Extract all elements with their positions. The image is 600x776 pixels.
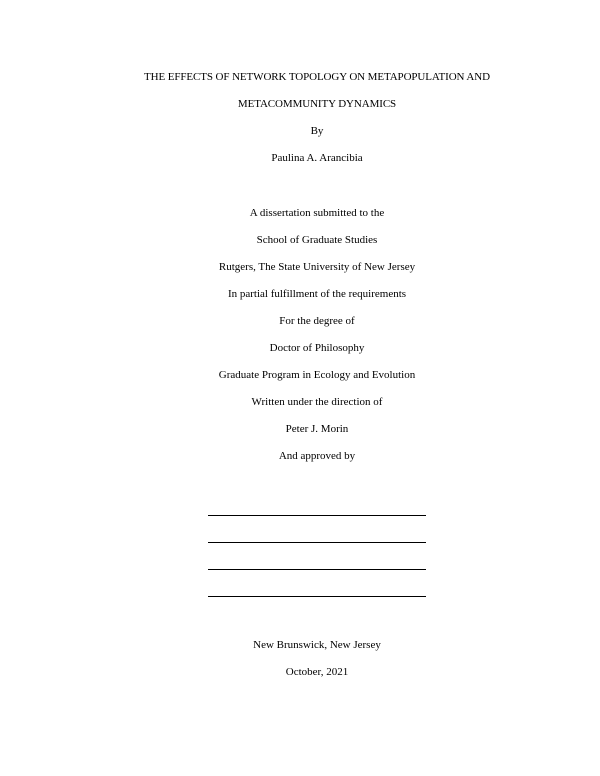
signature-line-1	[208, 515, 426, 516]
signature-line-4	[208, 596, 426, 597]
signature-line-3	[208, 569, 426, 570]
fulfillment-statement: In partial fulfillment of the requirements	[227, 288, 407, 300]
location: New Brunswick, New Jersey	[253, 639, 381, 651]
date: October, 2021	[285, 666, 349, 678]
university-name: Rutgers, The State University of New Jersey	[218, 261, 416, 273]
title-line-2: METACOMMUNITY DYNAMICS	[237, 98, 397, 110]
degree-name: Doctor of Philosophy	[269, 342, 365, 354]
school-name: School of Graduate Studies	[256, 234, 378, 246]
title-line-1: THE EFFECTS OF NETWORK TOPOLOGY ON METAPOPULATION AND	[144, 71, 490, 83]
author-name: Paulina A. Arancibia	[271, 152, 363, 164]
by-label: By	[310, 125, 324, 137]
direction-intro: Written under the direction of	[251, 396, 383, 408]
signature-line-2	[208, 542, 426, 543]
advisor-name: Peter J. Morin	[285, 423, 349, 435]
approval-intro: And approved by	[278, 450, 356, 462]
submission-statement: A dissertation submitted to the	[249, 207, 385, 219]
program-name: Graduate Program in Ecology and Evolution	[218, 369, 416, 381]
degree-intro: For the degree of	[279, 315, 355, 327]
